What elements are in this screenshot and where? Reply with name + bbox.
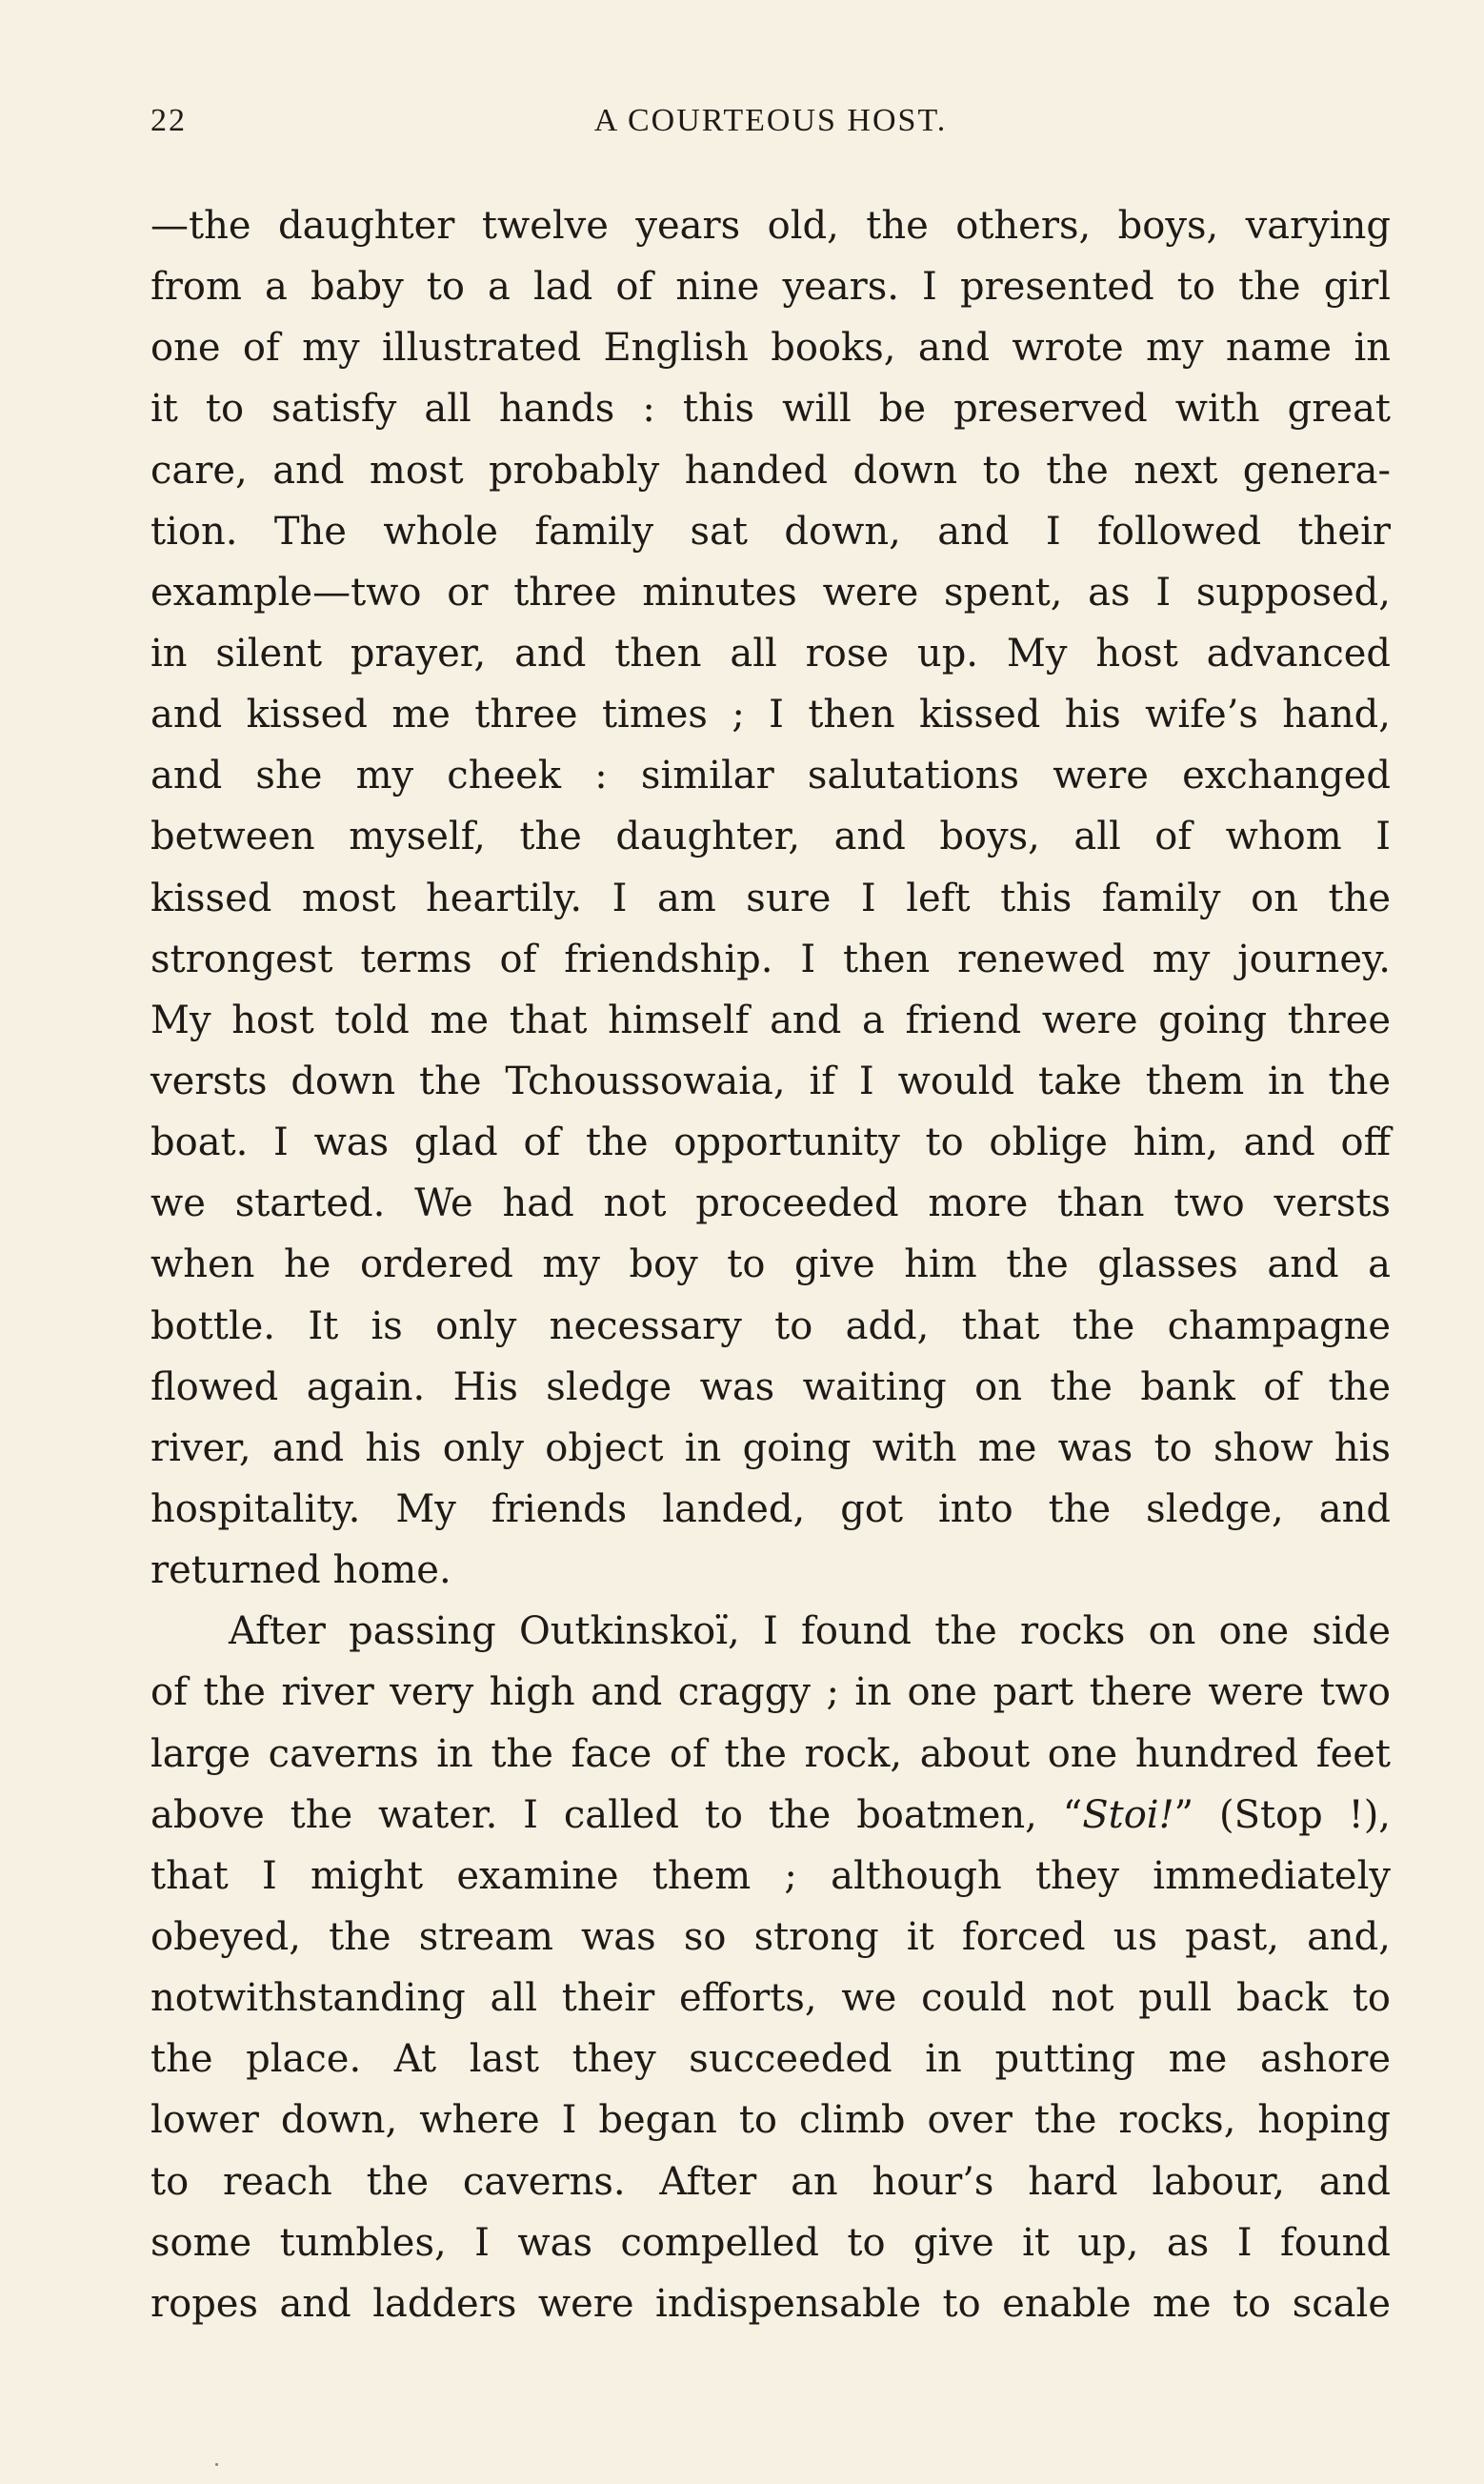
text-line: obeyed, the stream was so strong it forced us past, and, bbox=[150, 1914, 1391, 1959]
text-line: flowed again. His sledge was waiting on the bank of the bbox=[150, 1364, 1391, 1409]
text-line: that I might examine them ; although they immediately bbox=[150, 1853, 1391, 1898]
text-line: hospitality. My friends landed, got into the sledge, and bbox=[150, 1486, 1391, 1531]
text-line: example—two or three minutes were spent, as I supposed, bbox=[150, 570, 1391, 615]
text-line: ropes and ladders were indispensable to enable me to scale bbox=[150, 2281, 1391, 2326]
text-line: one of my illustrated English books, and wrote my name in bbox=[150, 326, 1391, 371]
paragraph-1 bbox=[150, 195, 1391, 1601]
text-line: large caverns in the face of the rock, about one hundred feet bbox=[150, 1731, 1391, 1776]
page-number: 22 bbox=[150, 103, 187, 138]
text-line: After passing Outkinskoï, I found the rocks on one side bbox=[229, 1609, 1391, 1654]
text-line: versts down the Tchoussowaia, if I would take them in the bbox=[150, 1059, 1391, 1103]
text-line: kissed most heartily. I am sure I left this family on the bbox=[150, 876, 1391, 920]
text-line: care, and most probably handed down to the next genera- bbox=[150, 448, 1391, 493]
paper-speck bbox=[215, 2463, 218, 2466]
running-head bbox=[150, 103, 1391, 145]
quote-open: “ bbox=[1062, 1792, 1083, 1837]
text-line: the place. At last they succeeded in putting me ashore bbox=[150, 2037, 1391, 2082]
body-text bbox=[150, 195, 1391, 2334]
text-line: bottle. It is only necessary to add, that the champagne bbox=[150, 1303, 1391, 1348]
quote-close: ” bbox=[1173, 1792, 1194, 1837]
text-line: My host told me that himself and a friend were going three bbox=[150, 998, 1391, 1042]
text-line: river, and his only object in going with me was to show his bbox=[150, 1425, 1391, 1470]
text-line: returned home. bbox=[150, 1548, 451, 1593]
text-line: it to satisfy all hands : this will be preserved with great bbox=[150, 387, 1391, 432]
text-line: boat. I was glad of the opportunity to oblige him, and off bbox=[150, 1121, 1391, 1165]
text-line: and kissed me three times ; I then kissed his wife’s hand, bbox=[150, 693, 1391, 737]
text-line: to reach the caverns. After an hour’s hard labour, and bbox=[150, 2159, 1391, 2204]
text-line: lower down, where I began to climb over the rocks, hoping bbox=[150, 2098, 1391, 2143]
text-line: in silent prayer, and then all rose up. My host advanced bbox=[150, 631, 1391, 676]
text-line: —the daughter twelve years old, the others, boys, varying bbox=[150, 204, 1391, 248]
text-line: between myself, the daughter, and boys, all of whom I bbox=[150, 815, 1391, 859]
running-title: A COURTEOUS HOST. bbox=[593, 103, 948, 138]
text-line: of the river very high and craggy ; in one part there were two bbox=[150, 1670, 1391, 1715]
text-line: strongest terms of friendship. I then renewed my journey. bbox=[150, 937, 1391, 981]
quoted-russian-word: Stoi! bbox=[1082, 1792, 1174, 1837]
paragraph-2 bbox=[150, 1601, 1391, 2334]
text-line: and she my cheek : similar salutations were exchanged bbox=[150, 754, 1391, 798]
text-line: tion. The whole family sat down, and I followed their bbox=[150, 509, 1391, 554]
text-line: some tumbles, I was compelled to give it up, as I found bbox=[150, 2220, 1391, 2265]
text-segment: above the water. I called to the boatmen, bbox=[150, 1792, 1037, 1837]
text-line: we started. We had not proceeded more than two versts bbox=[150, 1181, 1391, 1226]
text-line: notwithstanding all their efforts, we could not pull back to bbox=[150, 1976, 1391, 2021]
text-line: when he ordered my boy to give him the glasses and a bbox=[150, 1242, 1391, 1287]
text-line-with-quote bbox=[150, 1785, 1391, 1846]
quote-translation: (Stop !), bbox=[1218, 1792, 1392, 1837]
text-line: from a baby to a lad of nine years. I presented to the girl bbox=[150, 265, 1391, 310]
